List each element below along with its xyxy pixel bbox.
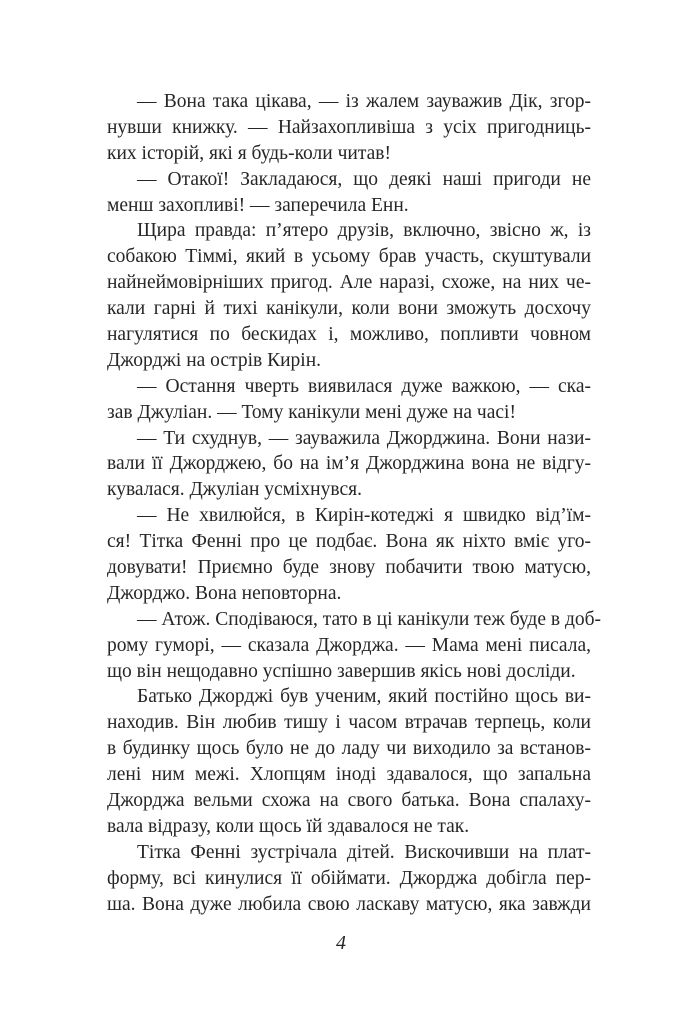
- text-line: найнеймовірніших пригод. Але наразі, схоже, на них че-: [107, 272, 591, 294]
- paragraph: [107, 840, 591, 918]
- paragraph: [107, 607, 602, 685]
- paragraph: [107, 374, 591, 426]
- text-line: ша. Вона дуже любила свою ласкаву матусю, яка завжди: [107, 893, 591, 915]
- page-number: 4: [336, 932, 346, 954]
- paragraph: [107, 426, 591, 504]
- text-line: менш захопливі! — заперечила Енн.: [107, 194, 409, 216]
- text-line: в будинку щось було не до ладу чи виходило за встанов-: [107, 738, 591, 760]
- text-line: ся! Тітка Фенні про це подбає. Вона як ніхто вміє уго-: [107, 531, 591, 553]
- text-line: — Вона така цікава, — із жалем зауважив Дік, згор-: [137, 91, 591, 112]
- body-text: [107, 89, 602, 918]
- text-line: Джорджі на острів Кирін.: [107, 349, 322, 371]
- text-line: вали її Джорджею, бо на ім’я Джорджина вона не відгу-: [107, 453, 591, 475]
- text-line: форму, всі кинулися її обіймати. Джорджа добігла пер-: [107, 867, 591, 889]
- text-line: Джорджа вельми схожа на свого батька. Вона спалаху-: [107, 790, 591, 812]
- text-line: собакою Тіммі, який в усьому брав участь, скуштували: [107, 246, 591, 268]
- text-line: — Ти схуднув, — зауважила Джорджина. Вони нази-: [137, 427, 591, 449]
- paragraph: [107, 218, 591, 373]
- text-line: ких історій, які я будь-коли читав!: [107, 142, 391, 164]
- text-line: Батько Джорджі був ученим, який постійно щось ви-: [137, 686, 591, 708]
- text-line: що він нещодавно успішно завершив якісь нові досліди.: [107, 660, 576, 682]
- text-line: Тітка Фенні зустрічала дітей. Вискочивши на плат-: [137, 841, 591, 863]
- text-line: — Отакої! Закладаюся, що деякі наші пригоди не: [137, 168, 591, 190]
- text-line: вала відразу, коли щось їй здавалося не так.: [107, 815, 470, 837]
- paragraph: [107, 89, 591, 167]
- text-line: — Не хвилюйся, в Кирін-котеджі я швидко від’їм-: [137, 505, 591, 527]
- text-line: кувалася. Джуліан усміхнувся.: [107, 479, 362, 501]
- text-line: лені ним межі. Хлопцям іноді здавалося, що запальна: [107, 764, 591, 786]
- text-line: — Остання чверть виявилася дуже важкою, — ска-: [137, 375, 591, 397]
- text-line: нувши книжку. — Найзахопливіша з усіх пригодниць-: [107, 116, 591, 138]
- text-line: рому гуморі, — сказала Джорджа. — Мама мені писала,: [107, 634, 591, 656]
- text-line: нагулятися по бескидах і, можливо, попливти човном: [107, 324, 591, 346]
- text-line: Щира правда: п’ятеро друзів, включно, звісно ж, із: [137, 220, 591, 242]
- text-line: довувати! Приємно буде знову побачити твою матусю,: [107, 557, 591, 579]
- text-line: зав Джуліан. — Тому канікули мені дуже на часі!: [107, 401, 516, 423]
- paragraph: [107, 503, 591, 607]
- text-line: кали гарні й тихі канікули, коли вони зможуть досхочу: [107, 298, 591, 320]
- text-line: — Атож. Сподіваюся, тато в ці канікули теж буде в доб-: [137, 608, 602, 630]
- text-line: Джорджо. Вона неповторна.: [107, 582, 342, 604]
- text-line: находив. Він любив тишу і часом втрачав терпець, коли: [107, 712, 591, 734]
- paragraph: [107, 684, 591, 839]
- paragraph: [107, 167, 591, 219]
